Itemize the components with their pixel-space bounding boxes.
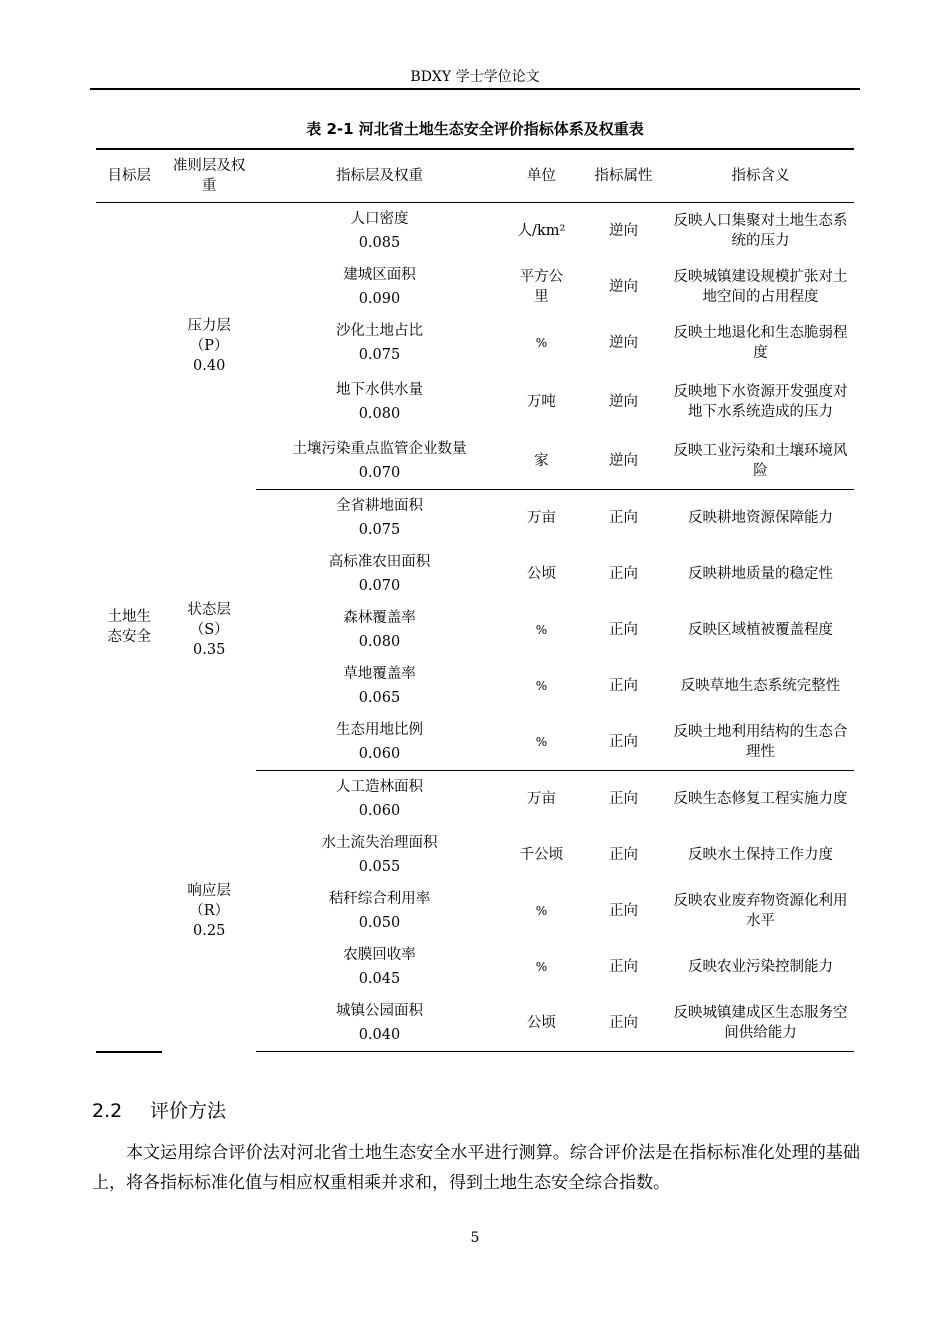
- attribute-cell: 逆向: [608, 279, 638, 295]
- unit-cell: %: [535, 960, 548, 974]
- indicator-cell: [256, 995, 503, 1052]
- criterion-cell: [162, 203, 255, 490]
- meaning-cell: 反映城镇建成区生态服务空间供给能力: [667, 995, 854, 1052]
- indicator-weight: 0.070: [358, 465, 401, 481]
- indicator-name: 秸秆综合利用率: [328, 891, 431, 907]
- indicator-weight: 0.065: [358, 690, 401, 706]
- meaning-cell: 反映耕地资源保障能力: [688, 510, 834, 526]
- column-header: 指标属性: [580, 149, 667, 203]
- indicator-weight: 0.060: [358, 803, 401, 819]
- unit-cell: %: [503, 714, 580, 771]
- indicator-cell: [256, 315, 503, 371]
- meaning-cell: 反映耕地质量的稳定性: [688, 566, 834, 582]
- column-header: 指标层及权重: [256, 149, 503, 203]
- table-title: 表 2-1 河北省土地生态安全评价指标体系及权重表: [306, 120, 644, 138]
- indicator-cell: [256, 546, 503, 602]
- indicator-weight: 0.050: [358, 915, 401, 931]
- attribute-cell: 正向: [608, 510, 638, 526]
- target-layer-cell: [96, 203, 162, 1052]
- indicator-cell: [256, 714, 503, 771]
- indicator-weight: 0.060: [358, 746, 401, 762]
- body-paragraph: 本文运用综合评价法对河北省土地生态安全水平进行测算。综合评价法是在指标标准化处理的基础上，将各指标标准化值与相应权重相乘并求和，得到土地生态安全综合指数。: [92, 1143, 860, 1193]
- meaning-cell: 反映土地退化和生态脆弱程度: [673, 325, 848, 361]
- criterion-weight: 0.35: [193, 642, 226, 658]
- indicator-cell: [256, 433, 503, 490]
- indicator-name: 地下水供水量: [335, 382, 423, 398]
- indicator-name: 全省耕地面积: [335, 498, 423, 514]
- column-header: 准则层及权重: [162, 149, 255, 203]
- indicator-name: 土壤污染重点监管企业数量: [292, 441, 467, 457]
- unit-cell: 公顷: [526, 566, 556, 582]
- meaning-cell: 反映人口集聚对土地生态系统的压力: [673, 213, 848, 249]
- attribute-cell: 正向: [608, 791, 638, 807]
- meaning-cell: 反映生态修复工程实施力度: [673, 791, 848, 807]
- section-heading: [92, 1096, 226, 1123]
- target-layer-label: 土地生态安全: [107, 608, 151, 645]
- indicator-weight: 0.075: [358, 347, 401, 363]
- attribute-cell: 正向: [580, 995, 667, 1052]
- criterion-code: （R）: [189, 903, 230, 919]
- attribute-cell: 逆向: [580, 433, 667, 490]
- indicator-cell: [256, 203, 503, 260]
- indicator-weight: 0.090: [358, 291, 401, 307]
- indicator-cell: [256, 371, 503, 433]
- indicator-weight: 0.080: [358, 634, 401, 650]
- indicator-name: 沙化土地占比: [335, 323, 423, 339]
- table-row: [96, 771, 854, 828]
- unit-cell: 家: [503, 433, 580, 490]
- table-body: [96, 203, 854, 1052]
- meaning-cell: 反映地下水资源开发强度对地下水系统造成的压力: [673, 384, 848, 420]
- meaning-cell: 反映土地利用结构的生态合理性: [667, 714, 854, 771]
- indicator-cell: [256, 602, 503, 658]
- attribute-cell: 正向: [608, 847, 638, 863]
- indicator-name: 森林覆盖率: [343, 610, 416, 626]
- indicator-cell: [256, 939, 503, 995]
- indicator-cell: [256, 827, 503, 883]
- indicator-weight: 0.045: [358, 971, 401, 987]
- meaning-cell: 反映区域植被覆盖程度: [688, 622, 834, 638]
- criterion-code: （P）: [189, 338, 229, 355]
- unit-cell: 万吨: [526, 394, 556, 410]
- attribute-cell: 正向: [608, 566, 638, 582]
- meaning-cell: 反映农业污染控制能力: [688, 959, 834, 975]
- column-header: 单位: [503, 149, 580, 203]
- table-header-row: [96, 149, 854, 203]
- indicator-weight: 0.040: [358, 1027, 401, 1043]
- unit-cell: 万亩: [526, 510, 556, 526]
- page-number: 5: [470, 1230, 480, 1246]
- unit-cell: 千公顷: [519, 847, 564, 863]
- section-number: 2.2: [92, 1100, 123, 1122]
- indicator-cell: [256, 883, 503, 939]
- criterion-weight: 0.40: [193, 358, 226, 375]
- indicator-cell: [256, 490, 503, 547]
- indicator-cell: [256, 259, 503, 315]
- unit-cell: %: [535, 623, 548, 637]
- indicator-weight: 0.055: [358, 859, 401, 875]
- attribute-cell: 正向: [580, 714, 667, 771]
- unit-cell: 平方公里: [519, 269, 564, 305]
- attribute-cell: 逆向: [608, 223, 638, 239]
- criterion-cell: [162, 490, 255, 771]
- meaning-cell: 反映水土保持工作力度: [688, 847, 834, 863]
- criterion-name: 压力层: [187, 318, 231, 335]
- indicator-name: 人工造林面积: [335, 779, 423, 795]
- criterion-cell: [162, 771, 255, 1052]
- criterion-code: （S）: [189, 622, 229, 638]
- attribute-cell: 正向: [608, 622, 638, 638]
- attribute-cell: 逆向: [608, 335, 638, 351]
- unit-cell: 人/km²: [517, 223, 566, 239]
- meaning-cell: 反映工业污染和土壤环境风险: [667, 433, 854, 490]
- indicator-name: 农膜回收率: [343, 947, 416, 963]
- indicator-name: 水土流失治理面积: [321, 835, 438, 851]
- running-header: BDXY 学士学位论文: [410, 69, 540, 85]
- indicator-name: 建城区面积: [343, 267, 416, 283]
- unit-cell: 万亩: [526, 791, 556, 807]
- indicator-weight: 0.070: [358, 578, 401, 594]
- column-header: 目标层: [96, 149, 162, 203]
- unit-cell: 公顷: [503, 995, 580, 1052]
- indicator-weight: 0.075: [358, 522, 401, 538]
- attribute-cell: 正向: [608, 903, 638, 919]
- indicator-cell: [256, 771, 503, 828]
- indicator-name: 高标准农田面积: [328, 554, 431, 570]
- column-header: 指标含义: [667, 149, 854, 203]
- criterion-name: 响应层: [187, 883, 231, 899]
- table-row: [96, 203, 854, 260]
- section-title: 评价方法: [150, 1100, 227, 1122]
- meaning-cell: 反映草地生态系统完整性: [680, 678, 841, 694]
- attribute-cell: 正向: [608, 959, 638, 975]
- indicator-name: 生态用地比例: [335, 722, 423, 738]
- indicator-weight: 0.085: [358, 235, 401, 251]
- indicator-name: 草地覆盖率: [343, 666, 416, 682]
- indicator-weight: 0.080: [358, 406, 401, 422]
- header-rule: [90, 88, 860, 90]
- meaning-cell: 反映农业废弃物资源化利用水平: [673, 893, 848, 929]
- attribute-cell: 正向: [608, 678, 638, 694]
- indicator-table: [96, 148, 854, 1053]
- attribute-cell: 逆向: [608, 394, 638, 410]
- criterion-name: 状态层: [187, 602, 231, 618]
- unit-cell: %: [535, 679, 548, 693]
- meaning-cell: 反映城镇建设规模扩张对土地空间的占用程度: [673, 269, 848, 305]
- criterion-weight: 0.25: [193, 923, 226, 939]
- indicator-cell: [256, 658, 503, 714]
- table-row: [96, 490, 854, 547]
- unit-cell: %: [535, 336, 548, 350]
- indicator-name: 城镇公园面积: [335, 1003, 423, 1019]
- unit-cell: %: [535, 904, 548, 918]
- indicator-name: 人口密度: [350, 211, 409, 227]
